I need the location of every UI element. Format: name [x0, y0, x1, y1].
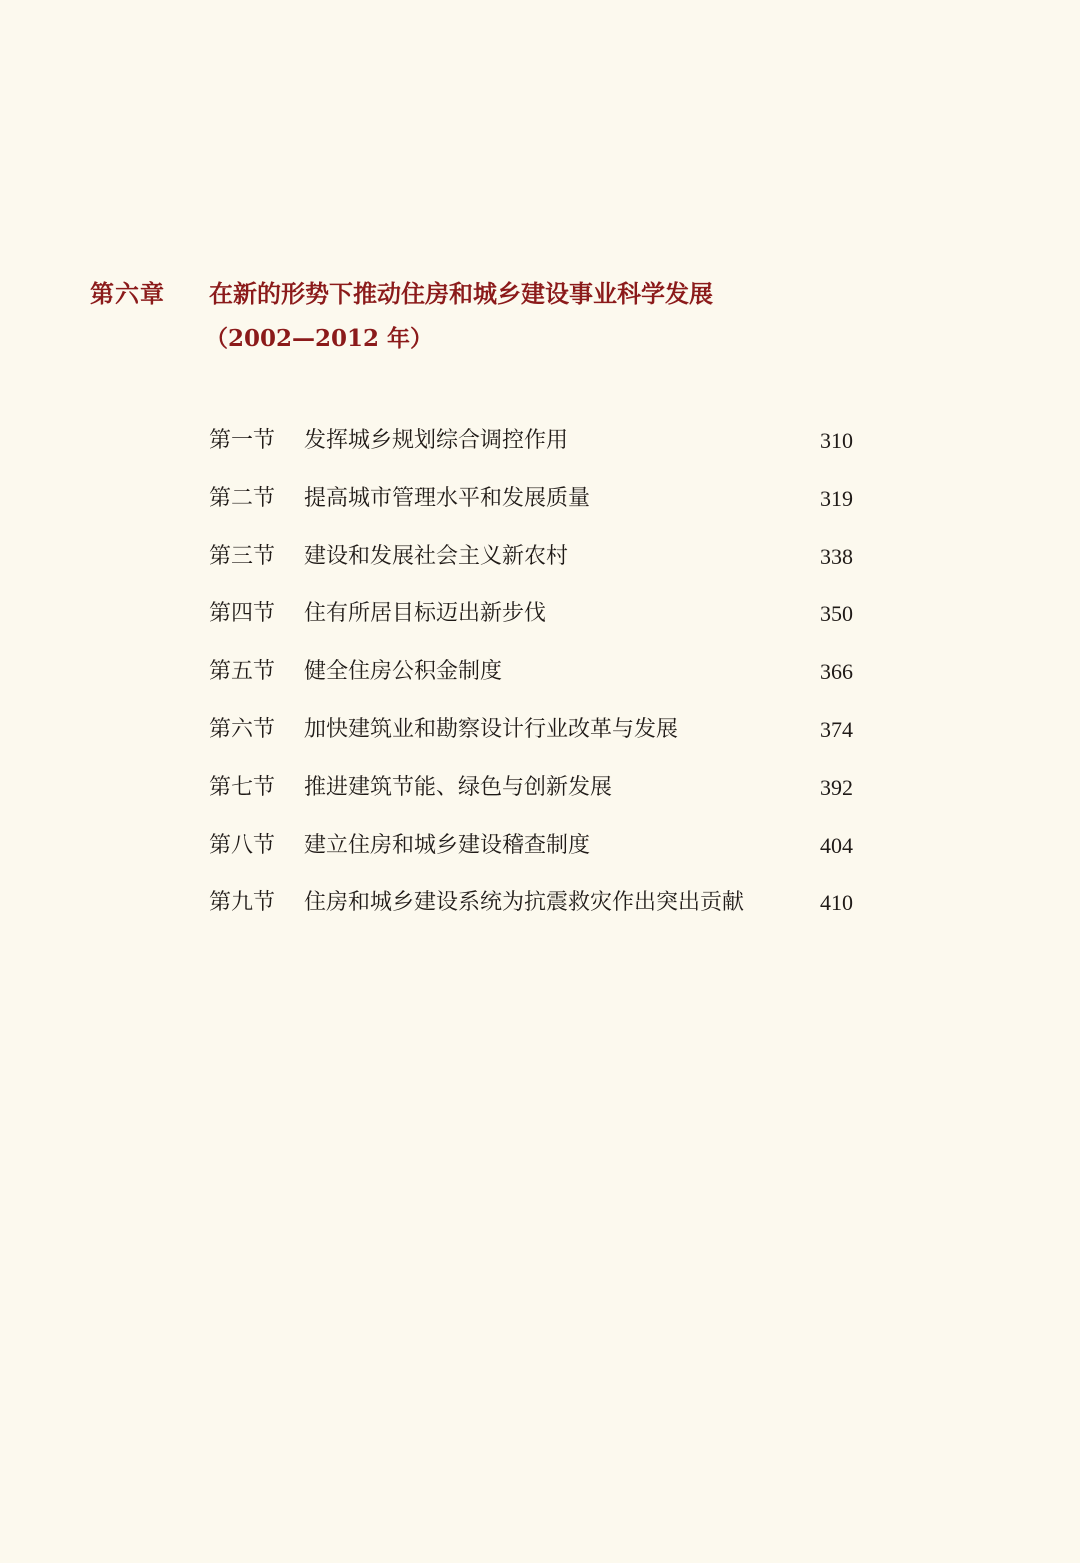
toc-row[interactable]: [209, 482, 859, 540]
toc-section-number: 第三节: [209, 543, 276, 569]
toc-section-title: 发挥城乡规划综合调控作用: [304, 428, 569, 453]
toc-row[interactable]: [209, 829, 859, 887]
toc-page-number: 366: [820, 659, 853, 685]
chapter-label: 第六章: [90, 279, 165, 308]
toc-section-title: 住房和城乡建设系统为抗震救灾作出突出贡献: [304, 890, 745, 916]
toc-page-number: 410: [820, 890, 853, 916]
toc-section-number: 第四节: [209, 601, 276, 627]
toc-row[interactable]: [209, 886, 859, 944]
toc-row[interactable]: [209, 424, 859, 482]
toc-section-title: 建设和发展社会主义新农村: [304, 543, 569, 569]
toc-page-number: 319: [820, 485, 853, 511]
toc-section-number: 第二节: [209, 485, 276, 511]
toc-section-number: 第一节: [209, 428, 276, 453]
toc-page-number: 310: [820, 428, 853, 453]
chapter-title: 在新的形势下推动住房和城乡建设事业科学发展: [209, 279, 713, 308]
toc-page-number: 350: [820, 601, 853, 627]
toc-section-number: 第六节: [209, 716, 276, 742]
table-of-contents: [209, 424, 859, 944]
toc-section-title: 加快建筑业和勘察设计行业改革与发展: [304, 716, 679, 742]
toc-row[interactable]: [209, 771, 859, 829]
toc-section-number: 第七节: [209, 774, 276, 800]
toc-page-number: 374: [820, 716, 853, 742]
toc-row[interactable]: [209, 655, 859, 713]
toc-page-number: 392: [820, 774, 853, 800]
toc-page-number: 338: [820, 543, 853, 569]
toc-section-title: 住有所居目标迈出新步伐: [304, 601, 547, 627]
toc-section-title: 推进建筑节能、绿色与创新发展: [304, 774, 613, 800]
toc-section-number: 第五节: [209, 659, 276, 685]
toc-row[interactable]: [209, 713, 859, 771]
toc-row[interactable]: [209, 540, 859, 598]
toc-section-number: 第九节: [209, 890, 276, 916]
toc-section-title: 建立住房和城乡建设稽查制度: [304, 832, 591, 858]
toc-section-title: 提高城市管理水平和发展质量: [304, 485, 591, 511]
toc-section-number: 第八节: [209, 832, 276, 858]
chapter-years: （2002—2012 年）: [205, 325, 434, 352]
toc-page-number: 404: [820, 832, 853, 858]
toc-row[interactable]: [209, 597, 859, 655]
toc-section-title: 健全住房公积金制度: [304, 659, 503, 685]
